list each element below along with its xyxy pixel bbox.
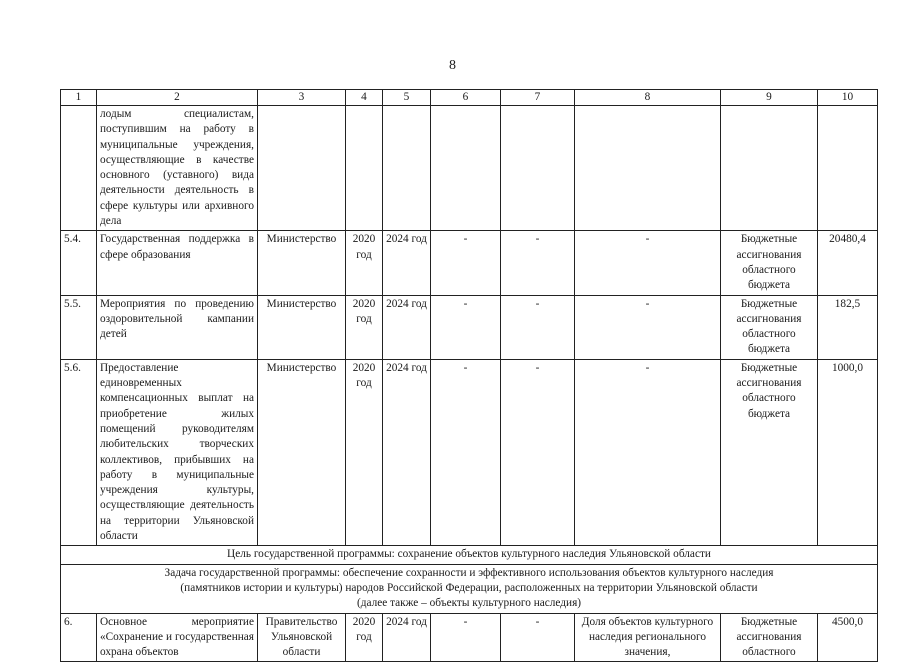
row-col8: - xyxy=(575,295,721,359)
col-header: 4 xyxy=(346,90,383,106)
row-number: 6. xyxy=(61,613,97,662)
row-start: 2020 год xyxy=(346,613,383,662)
row-start: 2020 год xyxy=(346,231,383,295)
table-row xyxy=(61,613,878,662)
program-goal: Цель государственной программы: сохранение объектов культурного наследия Ульяновской области xyxy=(61,546,878,564)
col-header: 3 xyxy=(258,90,346,106)
row-col6: - xyxy=(431,231,501,295)
col-header: 5 xyxy=(383,90,431,106)
col-header: 10 xyxy=(818,90,878,106)
row-amount: 4500,0 xyxy=(818,613,878,662)
program-task-line: (далее также – объекты культурного наследия) xyxy=(356,597,582,610)
row-amount: 20480,4 xyxy=(818,231,878,295)
row-end: 2024 год xyxy=(383,231,431,295)
row-executor: Министерство xyxy=(258,295,346,359)
row-name: Основное мероприятие «Сохранение и государственная охрана объектов xyxy=(97,613,258,662)
table-row xyxy=(61,231,878,295)
row-source: Бюджетные ассигнования областного бюджета xyxy=(721,295,818,359)
row-source: Бюджетные ассигнования областного бюджета xyxy=(721,359,818,546)
row-amount: 182,5 xyxy=(818,295,878,359)
row-col8: Доля объектов культурного наследия регионального значения, xyxy=(575,613,721,662)
row-name: Государственная поддержка в сфере образования xyxy=(97,231,258,295)
row-start: 2020 год xyxy=(346,295,383,359)
row-number: 5.4. xyxy=(61,231,97,295)
page-number: 8 xyxy=(449,58,456,73)
col-header: 8 xyxy=(575,90,721,106)
col-header: 7 xyxy=(501,90,575,106)
row-end: 2024 год xyxy=(383,295,431,359)
col-header: 9 xyxy=(721,90,818,106)
col-header: 1 xyxy=(61,90,97,106)
row-col8: - xyxy=(575,231,721,295)
program-task-line: (памятников истории и культуры) народов Российской Федерации, расположенных на территории Ульяновской области xyxy=(180,581,758,594)
row-source: Бюджетные ассигнования областного бюджета xyxy=(721,231,818,295)
col-header: 2 xyxy=(97,90,258,106)
row-col6: - xyxy=(431,613,501,662)
row-end: 2024 год xyxy=(383,359,431,546)
row-name: Мероприятия по проведению оздоровительной кампании детей xyxy=(97,295,258,359)
row-executor: Правительство Ульяновской области xyxy=(258,613,346,662)
row-col8: - xyxy=(575,359,721,546)
row-col6: - xyxy=(431,359,501,546)
row-col6: - xyxy=(431,295,501,359)
program-table xyxy=(60,89,878,662)
row-number: 5.5. xyxy=(61,295,97,359)
task-row xyxy=(61,564,878,613)
row-amount: 1000,0 xyxy=(818,359,878,546)
column-numbers-row xyxy=(61,90,878,106)
row-source: Бюджетные ассигнования областного xyxy=(721,613,818,662)
row-start: 2020 год xyxy=(346,359,383,546)
row-executor: Министерство xyxy=(258,231,346,295)
row-executor: Министерство xyxy=(258,359,346,546)
row-col7: - xyxy=(501,359,575,546)
row-col7: - xyxy=(501,231,575,295)
row-name: Предоставление единовременных компенсационных выплат на приобретение жилых помещений руководителям любительских творческих коллективов, прибывших на работу в муниципальные учреждения культуры, осуществляющие деятельность на территории Ульяновской области xyxy=(97,359,258,546)
continued-row xyxy=(61,106,878,231)
col-header: 6 xyxy=(431,90,501,106)
row-col7: - xyxy=(501,613,575,662)
program-task xyxy=(61,564,878,613)
goal-row xyxy=(61,546,878,564)
row-end: 2024 год xyxy=(383,613,431,662)
table-row xyxy=(61,295,878,359)
row-number: 5.6. xyxy=(61,359,97,546)
table-row xyxy=(61,359,878,546)
continued-name: лодым специалистам, поступившим на работу в муниципальные учреждения, осуществляющие в качестве основного (уставного) вида деятельности деятельность в сфере культуры или архивного дела xyxy=(97,106,258,231)
program-task-line: Задача государственной программы: обеспечение сохранности и эффективного использования объектов культурного наследия xyxy=(164,566,774,579)
row-col7: - xyxy=(501,295,575,359)
